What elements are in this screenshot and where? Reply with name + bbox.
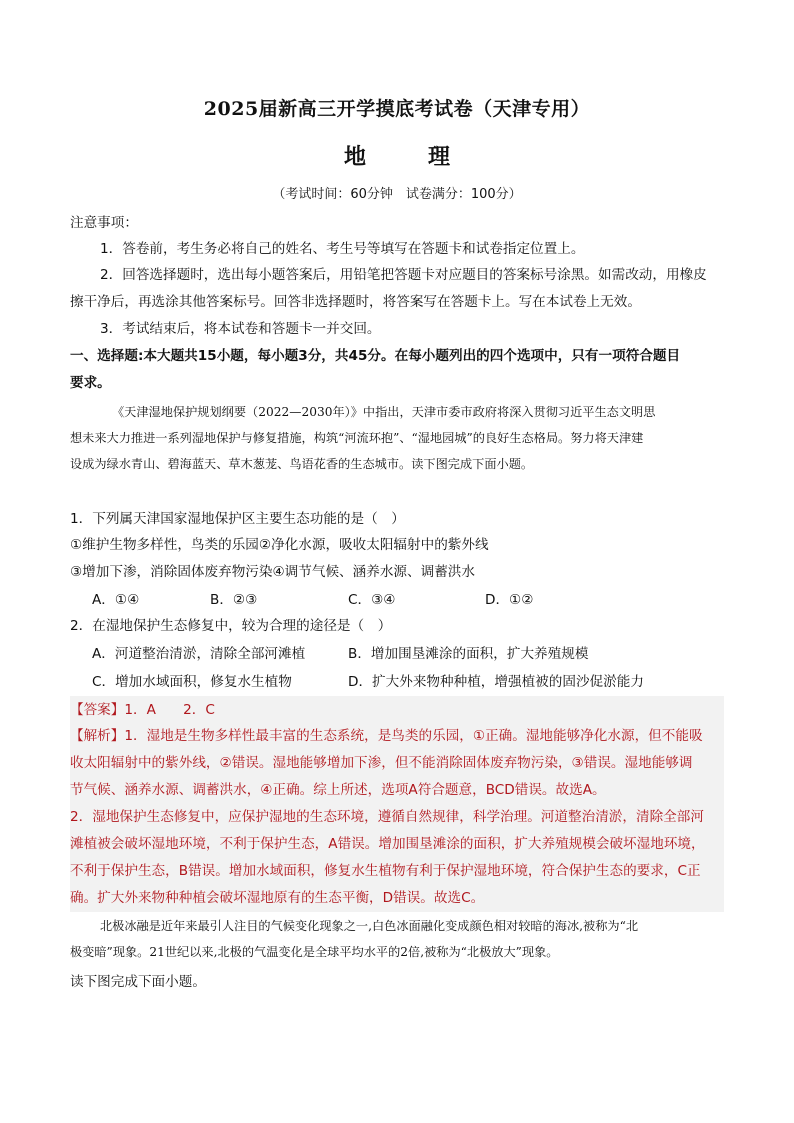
passage1-line-1: 《天津湿地保护规划纲要（2022—2030年）》中指出，天津市委市政府将深入贯彻习近平生态文明思 <box>112 405 656 419</box>
answer-text: 1．A 2．C <box>124 702 215 718</box>
section-heading: 一、选择题:本大题共15小题，每小题3分，共45分。在每小题列出的四个选项中，只有一项符合题目 <box>70 348 681 364</box>
q2-option-d[interactable]: D．扩大外来物种种植，增强植被的固沙促淤能力 <box>348 674 644 690</box>
subject-title <box>0 140 794 171</box>
question1-statements-1: ①维护生物多样性，鸟类的乐园②净化水源，吸收太阳辐射中的紫外线 <box>70 537 489 553</box>
q1-option-a[interactable]: A．①④ <box>92 592 140 608</box>
q1-option-d[interactable]: D．①② <box>485 592 534 608</box>
analysis-label: 【解析】 <box>70 728 125 744</box>
analysis-line-6: 不利于保护生态，B错误。增加水域面积，修复水生植物有利于保护湿地环境，符合保护生态的要求，C正 <box>70 863 701 879</box>
question1-stem: 1．下列属天津国家湿地保护区主要生态功能的是（ ） <box>70 511 405 527</box>
passage1-line-3: 设成为绿水青山、碧海蓝天、草木葱茏、鸟语花香的生态城市。读下图完成下面小题。 <box>70 457 534 471</box>
notice-item-1: 1．答卷前，考生务必将自己的姓名、考生号等填写在答题卡和试卷指定位置上。 <box>100 241 585 257</box>
answer-label: 【答案】 <box>70 702 125 718</box>
q2-option-c[interactable]: C．增加水域面积，修复水生植物 <box>92 674 292 690</box>
passage2-line-1: 北极冰融是近年来最引人注目的气候变化现象之一,白色冰面融化变成颜色相对较暗的海冰,被称为“北 <box>100 919 639 933</box>
section-heading-cont: 要求。 <box>70 375 111 391</box>
q1-option-c[interactable]: C．③④ <box>348 592 396 608</box>
analysis-line-3: 节气候、涵养水源、调蓄洪水，④正确。综上所述，选项A符合题意，BCD错误。故选A。 <box>70 782 606 798</box>
subject-char-2: 理 <box>428 144 451 170</box>
analysis-line-4: 2．湿地保护生态修复中，应保护湿地的生态环境，遵循自然规律，科学治理。河道整治清淤，清除全部河 <box>70 809 704 825</box>
notice-heading: 注意事项： <box>70 215 138 231</box>
analysis-line-5: 滩植被会破坏湿地环境，不利于保护生态，A错误。增加围垦滩涂的面积，扩大养殖规模会破坏湿地环境， <box>70 836 705 852</box>
q2-option-a[interactable]: A．河道整治清淤，清除全部河滩植 <box>92 646 306 662</box>
analysis-line-2: 收太阳辐射中的紫外线，②错误。湿地能够增加下渗，但不能消除固体废弃物污染，③错误。湿地能够调 <box>70 755 693 771</box>
passage2-line-2: 极变暗”现象。21世纪以来,北极的气温变化是全球平均水平的2倍,被称为“北极放大”现象。 <box>70 945 559 959</box>
q1-option-b[interactable]: B．②③ <box>210 592 258 608</box>
notice-item-3: 3．考试结束后，将本试卷和答题卡一并交回。 <box>100 321 381 337</box>
passage1-line-2: 想未来大力推进一系列湿地保护与修复措施，构筑“河流环抱”、“湿地园城”的良好生态格局。努力将天津建 <box>70 431 644 445</box>
notice-item-2-cont: 擦干净后，再选涂其他答案标号。回答非选择题时，将答案写在答题卡上。写在本试卷上无效。 <box>70 294 641 310</box>
exam-title: 2025届新高三开学摸底考试卷（天津专用） <box>203 98 591 120</box>
passage2-instruction: 读下图完成下面小题。 <box>70 974 206 990</box>
question2-stem: 2．在湿地保护生态修复中，较为合理的途径是（ ） <box>70 618 392 634</box>
subject-char-1: 地 <box>343 144 366 170</box>
notice-item-2: 2．回答选择题时，选出每小题答案后，用铅笔把答题卡对应题目的答案标号涂黑。如需改动，用橡皮 <box>100 267 707 283</box>
analysis-line-7: 确。扩大外来物种种植会破坏湿地原有的生态平衡，D错误。故选C。 <box>70 890 485 906</box>
question1-statements-2: ③增加下渗，消除固体废弃物污染④调节气候、涵养水源、调蓄洪水 <box>70 564 475 580</box>
q2-option-b[interactable]: B．增加围垦滩涂的面积，扩大养殖规模 <box>348 646 589 662</box>
analysis-line-1: 【解析】1．湿地是生物多样性最丰富的生态系统，是鸟类的乐园，①正确。湿地能够净化水源，但不能吸 <box>70 728 703 744</box>
answer-line <box>70 698 215 718</box>
exam-info: （考试时间：60分钟 试卷满分：100分） <box>272 187 522 202</box>
